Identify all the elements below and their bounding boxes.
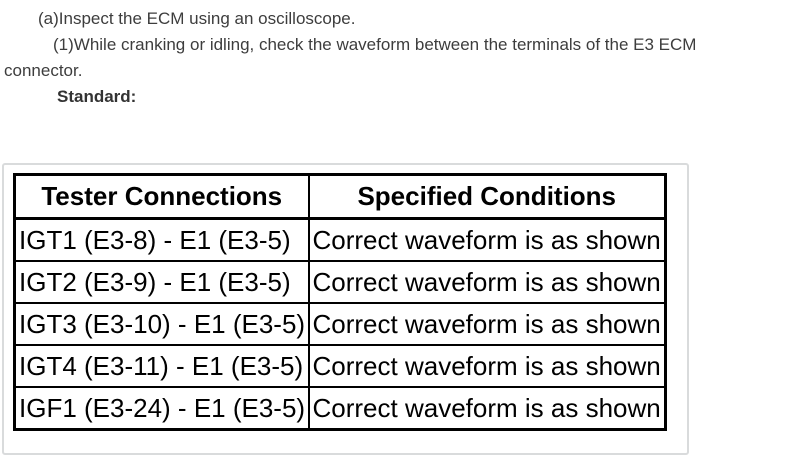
table-frame	[2, 163, 689, 455]
table-row	[15, 303, 666, 345]
table-row	[15, 219, 666, 262]
instruction-step-a: (a)Inspect the ECM using an oscilloscope.	[38, 9, 356, 28]
instruction-step-1-wrap: connector.	[4, 61, 83, 80]
specified-condition-cell: Correct waveform is as shown	[309, 387, 666, 430]
header-tester-connections: Tester Connections	[15, 175, 309, 219]
specified-condition-cell: Correct waveform is as shown	[309, 261, 666, 303]
tester-connection-cell: IGT1 (E3-8) - E1 (E3-5)	[15, 219, 309, 262]
specified-conditions-table	[13, 173, 667, 431]
table-header-row	[15, 175, 666, 219]
table-row	[15, 261, 666, 303]
tester-connection-cell: IGT2 (E3-9) - E1 (E3-5)	[15, 261, 309, 303]
table-row	[15, 387, 666, 430]
instructions-block	[4, 6, 790, 110]
specified-condition-cell: Correct waveform is as shown	[309, 219, 666, 262]
header-specified-conditions: Specified Conditions	[309, 175, 666, 219]
instruction-step-1: (1)While cranking or idling, check the waveform between the terminals of the E3 ECM	[53, 35, 697, 54]
specified-condition-cell: Correct waveform is as shown	[309, 303, 666, 345]
specified-condition-cell: Correct waveform is as shown	[309, 345, 666, 387]
tester-connection-cell: IGT3 (E3-10) - E1 (E3-5)	[15, 303, 309, 345]
table-row	[15, 345, 666, 387]
tester-connection-cell: IGT4 (E3-11) - E1 (E3-5)	[15, 345, 309, 387]
standard-label: Standard:	[57, 87, 137, 106]
tester-connection-cell: IGF1 (E3-24) - E1 (E3-5)	[15, 387, 309, 430]
